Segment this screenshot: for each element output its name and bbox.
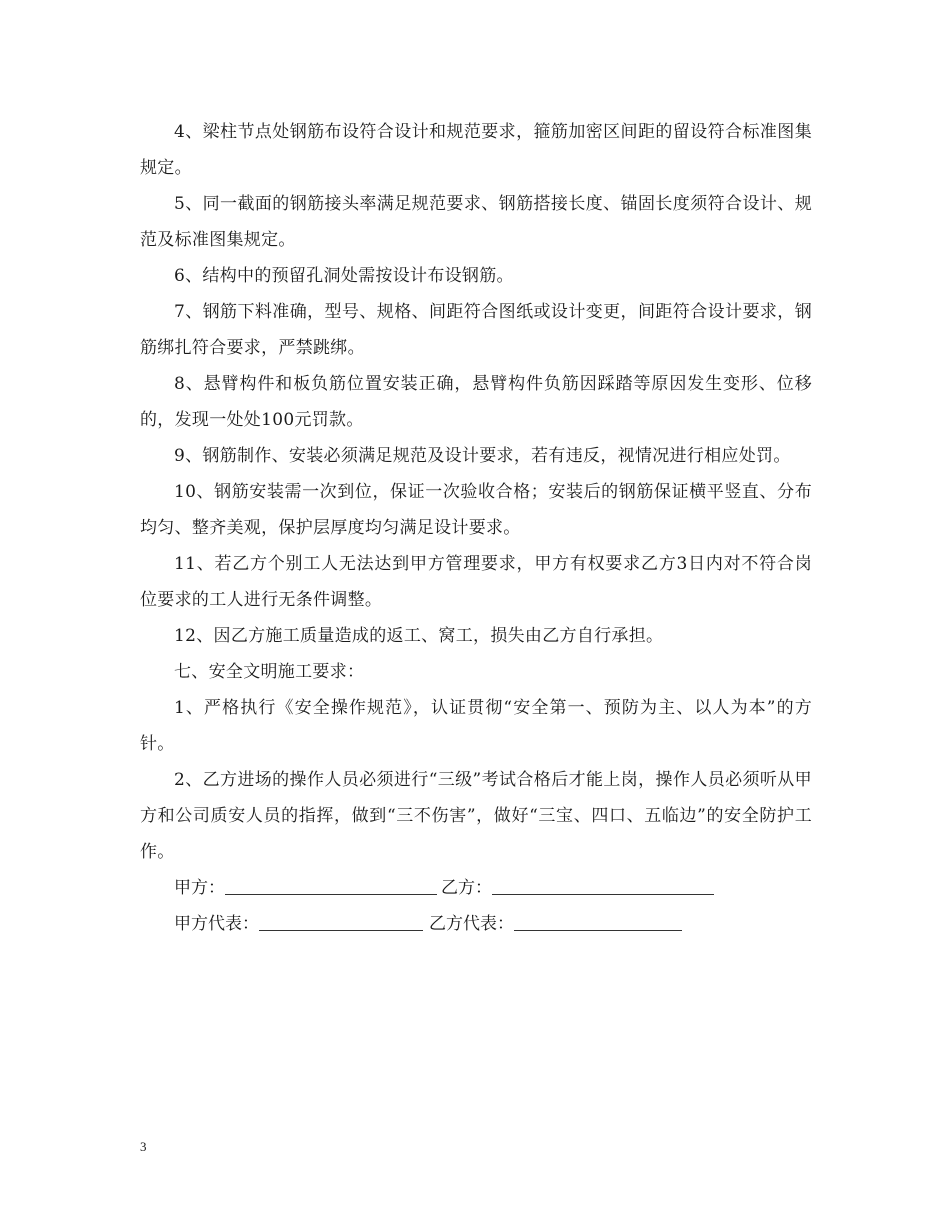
paragraph-item-11: 11、若乙方个别工人无法达到甲方管理要求，甲方有权要求乙方3日内对不符合岗位要求的工人进行无条件调整。 xyxy=(140,554,812,610)
paragraph-safety-2: 2、乙方进场的操作人员必须进行“三级”考试合格后才能上岗，操作人员必须听从甲方和公司质安人员的指挥，做到“三不伤害”，做好“三宝、四口、五临边”的安全防护工作。 xyxy=(140,770,812,862)
document-body xyxy=(140,114,812,942)
signature-row-parties xyxy=(140,870,812,906)
page-number: 3 xyxy=(140,1139,147,1154)
paragraph-item-5: 5、同一截面的钢筋接头率满足规范要求、钢筋搭接长度、锚固长度须符合设计、规范及标准图集规定。 xyxy=(140,194,812,250)
section-heading-safety: 七、安全文明施工要求： xyxy=(174,662,365,682)
paragraph-item-8: 8、悬臂构件和板负筋位置安装正确，悬臂构件负筋因踩踏等原因发生变形、位移的，发现一处处100元罚款。 xyxy=(140,374,812,430)
party-b-signature-line xyxy=(492,874,714,895)
paragraph-item-10: 10、钢筋安装需一次到位，保证一次验收合格；安装后的钢筋保证横平竖直、分布均匀、整齐美观，保护层厚度均匀满足设计要求。 xyxy=(140,482,812,538)
party-a-rep-signature-line xyxy=(259,910,423,931)
party-b-rep-signature-line xyxy=(514,910,682,931)
party-b-rep-label: 乙方代表： xyxy=(429,914,514,934)
party-a-rep-label: 甲方代表： xyxy=(174,914,259,934)
party-b-label: 乙方： xyxy=(441,878,492,898)
paragraph-item-12: 12、因乙方施工质量造成的返工、窝工，损失由乙方自行承担。 xyxy=(174,626,664,646)
signature-row-representatives xyxy=(140,906,812,942)
paragraph-item-9: 9、钢筋制作、安装必须满足规范及设计要求，若有违反，视情况进行相应处罚。 xyxy=(174,446,791,466)
paragraph-item-7: 7、钢筋下料准确，型号、规格、间距符合图纸或设计变更，间距符合设计要求，钢筋绑扎符合要求，严禁跳绑。 xyxy=(140,302,812,358)
party-a-label: 甲方： xyxy=(174,878,225,898)
paragraph-item-6: 6、结构中的预留孔洞处需按设计布设钢筋。 xyxy=(174,266,514,286)
party-a-signature-line xyxy=(225,874,437,895)
paragraph-safety-1: 1、严格执行《安全操作规范》，认证贯彻“安全第一、预防为主、以人为本”的方针。 xyxy=(140,698,812,754)
paragraph-item-4: 4、梁柱节点处钢筋布设符合设计和规范要求，箍筋加密区间距的留设符合标准图集规定。 xyxy=(140,122,812,178)
